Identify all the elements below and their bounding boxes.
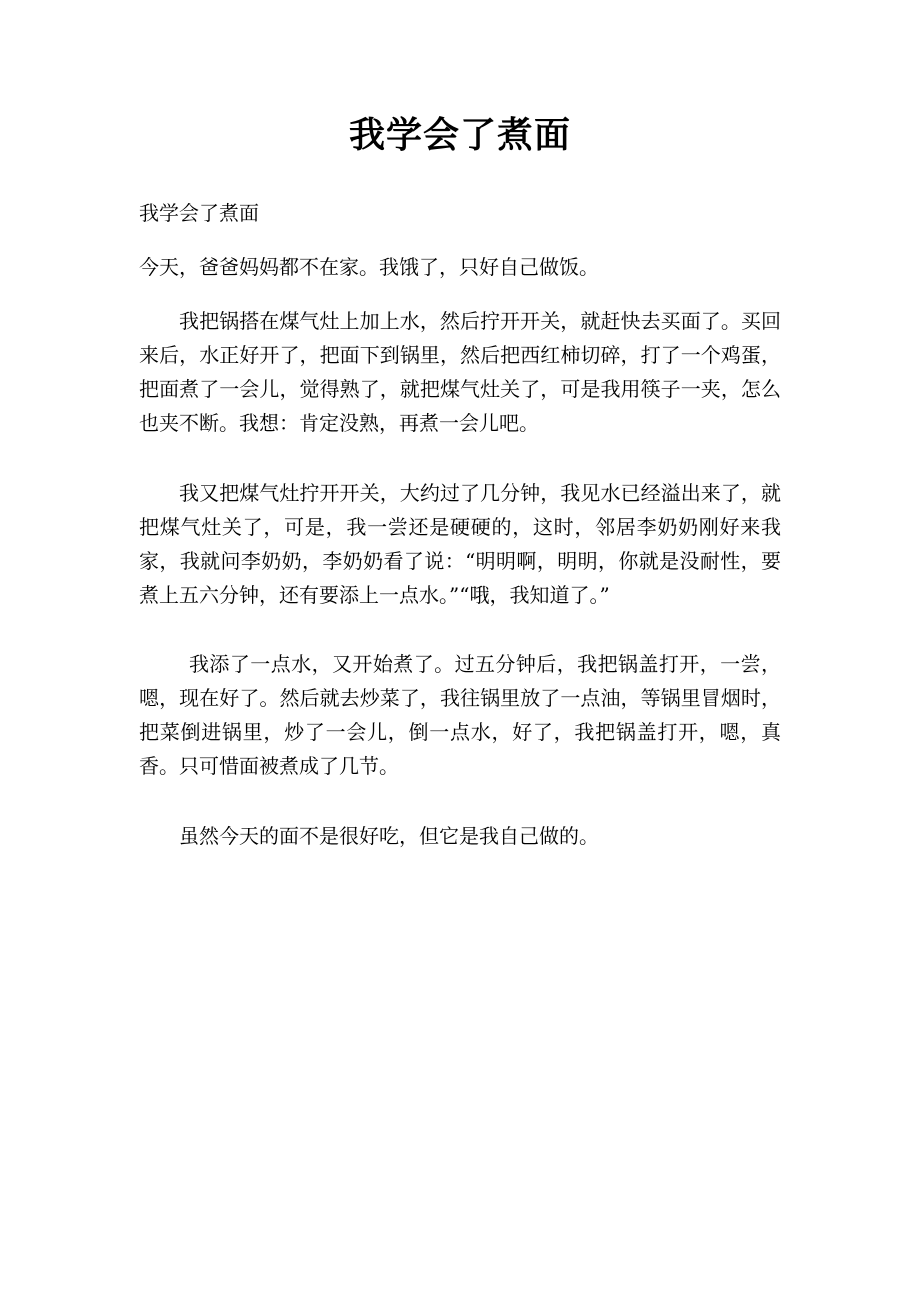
document-title: 我学会了煮面 <box>348 114 571 156</box>
body-paragraph-1: 今天，爸爸妈妈都不在家。我饿了，只好自己做饭。 <box>139 255 599 279</box>
body-paragraph-3: 我又把煤气灶拧开开关，大约过了几分钟，我见水已经溢出来了，就把煤气灶关了，可是，我一尝还是硬硬的，这时，邻居李奶奶刚好来我家，我就问李奶奶，李奶奶看了说：“明明啊，明明，你就是没耐性，要煮上五六分钟，还有要添上一点水。”“哦，我知道了。” <box>139 481 781 607</box>
subtitle-paragraph: 我学会了煮面 <box>139 201 259 225</box>
body-paragraph-4: 我添了一点水，又开始煮了。过五分钟后，我把锅盖打开，一尝，嗯，现在好了。然后就去炒菜了，我往锅里放了一点油，等锅里冒烟时，把菜倒进锅里，炒了一会儿，倒一点水，好了，我把锅盖打开，嗯，真香。只可惜面被煮成了几节。 <box>139 652 781 778</box>
body-paragraph-5: 虽然今天的面不是很好吃，但它是我自己做的。 <box>179 824 599 848</box>
body-paragraph-2: 我把锅搭在煤气灶上加上水，然后拧开开关，就赶快去买面了。买回来后，水正好开了，把面下到锅里，然后把西红柿切碎，打了一个鸡蛋，把面煮了一会儿，觉得熟了，就把煤气灶关了，可是我用筷子一夹，怎么也夹不断。我想：肯定没熟，再煮一会儿吧。 <box>139 309 781 435</box>
